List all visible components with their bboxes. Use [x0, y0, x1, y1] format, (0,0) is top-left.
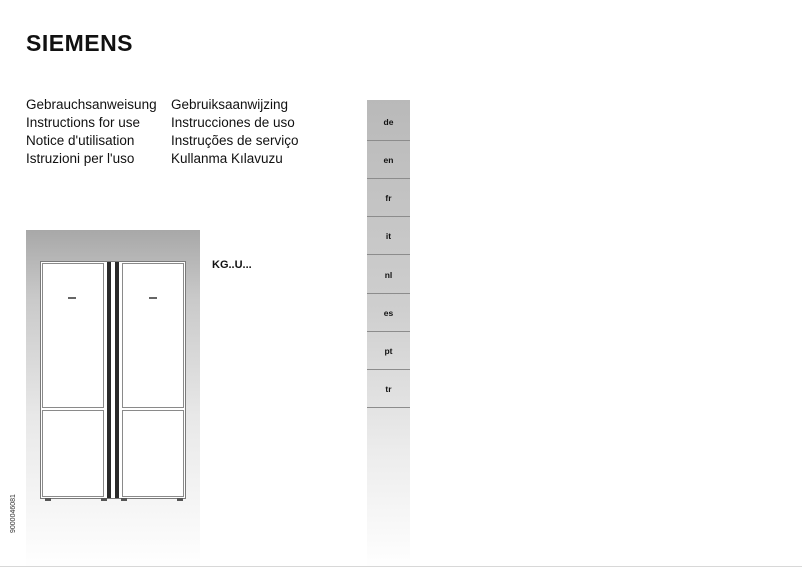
title-en: Instructions for use [26, 115, 141, 130]
fridge-door-top-right [122, 263, 184, 408]
fridge-drawer-bottom-right [122, 410, 184, 497]
document-number: 9000046081 [10, 494, 17, 533]
lang-tab-de[interactable]: de [367, 104, 410, 141]
model-number: KG..U... [212, 259, 252, 271]
fridge-indicator-left [68, 297, 76, 299]
lang-tab-it[interactable]: it [367, 218, 410, 255]
manual-titles [26, 96, 331, 168]
title-de: Gebrauchsanweisung [26, 97, 157, 112]
title-tr: Kullanma Kılavuzu [171, 151, 283, 166]
language-tabs [367, 100, 410, 569]
title-fr: Notice d'utilisation [26, 133, 135, 148]
fridge-door-top-left [42, 263, 104, 408]
refrigerator-illustration [40, 261, 186, 499]
fridge-indicator-right [149, 297, 157, 299]
title-it: Istruzioni per l'uso [26, 151, 135, 166]
bottom-divider [0, 566, 802, 567]
fridge-drawer-bottom-left [42, 410, 104, 497]
fridge-foot [101, 498, 107, 501]
lang-tab-fr[interactable]: fr [367, 180, 410, 217]
lang-tab-pt[interactable]: pt [367, 333, 410, 370]
lang-tab-es[interactable]: es [367, 295, 410, 332]
lang-tab-en[interactable]: en [367, 142, 410, 179]
fridge-foot [45, 498, 51, 501]
fridge-foot [121, 498, 127, 501]
fridge-handle-left [107, 262, 111, 498]
title-nl: Gebruiksaanwijzing [171, 97, 289, 112]
title-pt: Instruções de serviço [171, 133, 299, 148]
siemens-logo: SIEMENS [26, 30, 134, 56]
lang-tab-tr[interactable]: tr [367, 371, 410, 408]
title-es: Instrucciones de uso [171, 115, 295, 130]
fridge-foot [177, 498, 183, 501]
lang-tab-nl[interactable]: nl [367, 257, 410, 294]
fridge-handle-right [115, 262, 119, 498]
